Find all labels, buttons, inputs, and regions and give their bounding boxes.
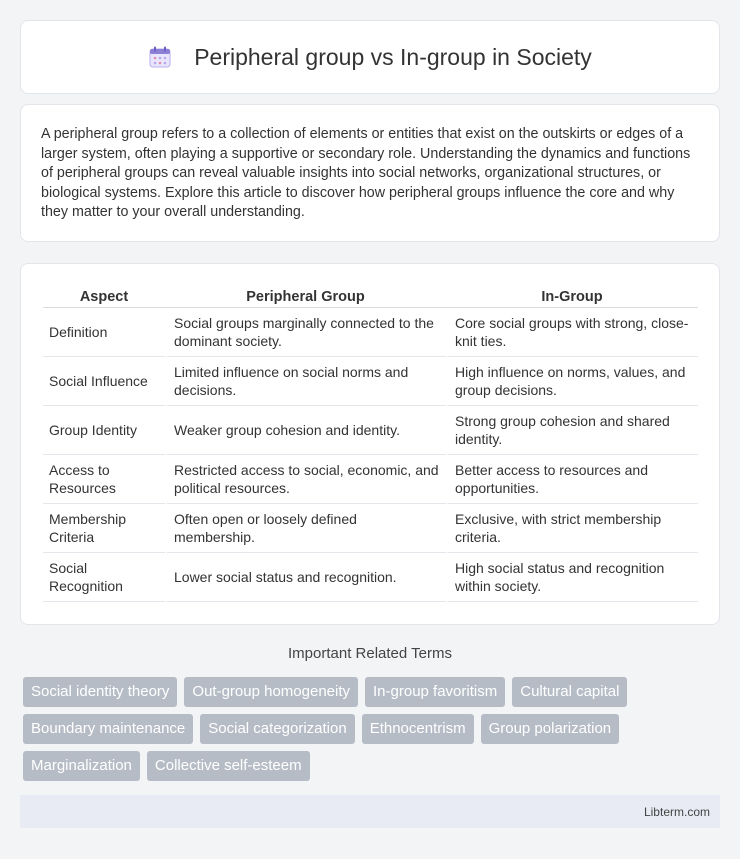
related-term-tag[interactable]: Group polarization [481,714,620,744]
table-cell: Exclusive, with strict membership criteria. [446,504,698,553]
intro-text: A peripheral group refers to a collection of elements or entities that exist on the outskirts or edges of a larger system, often playing a supportive or secondary role. Understanding the dynamics and functions of peripheral groups can reveal valuable insights into social networks, organizational structures, or biological systems. Explore this article to discover how peripheral groups influence the core and why they matter to your overall understanding. [41,126,691,220]
table-cell: Access to Resources [43,455,165,504]
footer [20,795,720,828]
table-cell: Core social groups with strong, close-knit ties. [446,308,698,357]
header-in-group: In-Group [446,286,698,308]
related-terms-list [23,677,723,788]
table-row [43,406,698,455]
title-card [20,20,720,94]
table-cell: Weaker group cohesion and identity. [165,406,446,455]
header-peripheral-group: Peripheral Group [165,286,446,308]
footer-brand-link[interactable]: Libterm.com [643,804,710,819]
related-term-tag[interactable]: Ethnocentrism [362,714,474,744]
related-terms-title: Important Related Terms [288,645,452,662]
related-term-tag[interactable]: Marginalization [23,751,140,781]
table-cell: High influence on norms, values, and group decisions. [446,357,698,406]
related-term-tag[interactable]: Social identity theory [23,677,177,707]
calendar-icon [148,45,172,69]
comparison-table [43,286,698,602]
table-row [43,553,698,602]
comparison-table-card [20,263,720,625]
table-cell: Lower social status and recognition. [165,553,446,602]
related-term-tag[interactable]: In-group favoritism [365,677,505,707]
related-term-tag[interactable]: Social categorization [200,714,354,744]
table-row [43,308,698,357]
related-term-tag[interactable]: Boundary maintenance [23,714,193,744]
table-cell: High social status and recognition within society. [446,553,698,602]
table-cell: Restricted access to social, economic, and political resources. [165,455,446,504]
table-cell: Social Influence [43,357,165,406]
table-cell: Limited influence on social norms and decisions. [165,357,446,406]
table-cell: Strong group cohesion and shared identity. [446,406,698,455]
table-row [43,455,698,504]
table-header-row [43,286,698,308]
related-term-tag[interactable]: Collective self-esteem [147,751,310,781]
intro-card [20,104,720,242]
header-aspect: Aspect [43,286,165,308]
table-cell: Often open or loosely defined membership. [165,504,446,553]
related-term-tag[interactable]: Out-group homogeneity [184,677,358,707]
table-cell: Group Identity [43,406,165,455]
table-row [43,504,698,553]
table-row [43,357,698,406]
table-cell: Definition [43,308,165,357]
table-cell: Membership Criteria [43,504,165,553]
table-cell: Better access to resources and opportunities. [446,455,698,504]
table-cell: Social groups marginally connected to the dominant society. [165,308,446,357]
table-cell: Social Recognition [43,553,165,602]
page-title: Peripheral group vs In-group in Society [194,43,592,70]
related-term-tag[interactable]: Cultural capital [512,677,627,707]
